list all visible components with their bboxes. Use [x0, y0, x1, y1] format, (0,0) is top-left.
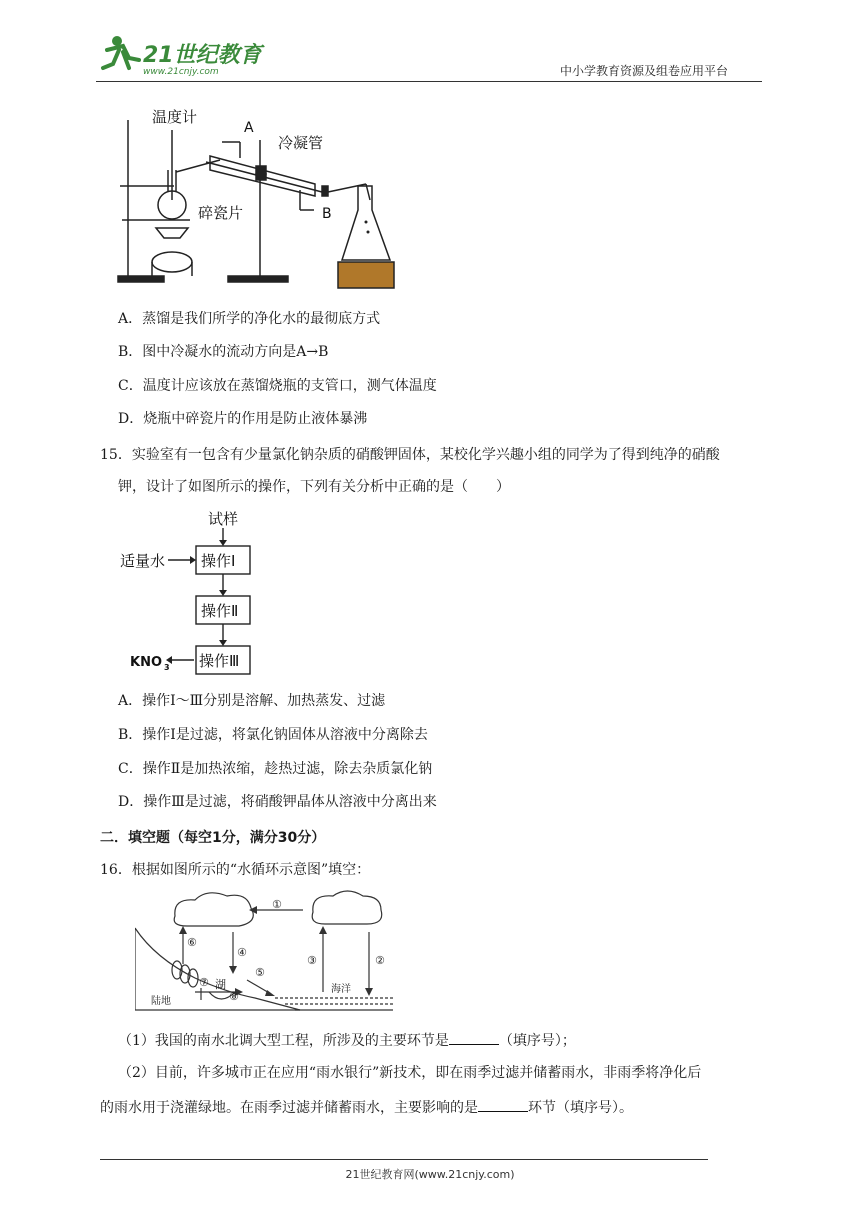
q15-option-b: B．操作Ⅰ是过滤，将氯化钠固体从溶液中分离除去 [118, 727, 428, 743]
q16-sub1 [118, 1030, 576, 1050]
q16-sub2-line2 [100, 1097, 633, 1117]
label-product-sub: 3 [164, 663, 170, 672]
q14-option-c: C．温度计应该放在蒸馏烧瓶的支管口，测气体温度 [118, 378, 437, 394]
q15-flow-diagram [120, 506, 290, 680]
q14-option-b: B．图中冷凝水的流动方向是A→B [118, 344, 329, 360]
q14-option-d: D．烧瓶中碎瓷片的作用是防止液体暴沸 [118, 411, 368, 427]
label-a: A [244, 120, 254, 136]
label-n7: ⑦ [199, 976, 209, 989]
site-logo [95, 32, 265, 77]
q16-sub2-line1: （2）目前，许多城市正在应用“雨水银行”新技术，即在雨季过滤并储蓄雨水，非雨季将净化后 [118, 1065, 702, 1081]
label-product: KNO [130, 655, 163, 670]
q14-option-a: A．蒸馏是我们所学的净化水的最彻底方式 [118, 311, 381, 327]
label-n2: ② [375, 954, 385, 967]
q15-option-a: A．操作Ⅰ～Ⅲ分别是溶解、加热蒸发、过滤 [118, 693, 386, 709]
label-sample: 试样 [208, 510, 239, 528]
q15-option-c: C．操作Ⅱ是加热浓缩，趁热过滤，除去杂质氯化钠 [118, 761, 433, 777]
label-n8: ⑧ [229, 990, 239, 1003]
label-water: 适量水 [120, 552, 166, 570]
footer-text: 21世纪教育网(www.21cnjy.com) [345, 1168, 515, 1181]
label-n1: ① [272, 898, 282, 911]
q15-option-d: D．操作Ⅲ是过滤，将硝酸钾晶体从溶液中分离出来 [118, 794, 437, 810]
label-n4: ④ [237, 946, 247, 959]
q16-stem: 16．根据如图所示的“水循环示意图”填空： [100, 862, 371, 878]
q16-sub1-text-end: （填序号）； [498, 1033, 576, 1049]
answer-blank-2[interactable] [478, 1097, 528, 1112]
label-op2: 操作Ⅱ [201, 602, 239, 620]
label-op3: 操作Ⅲ [199, 652, 240, 670]
label-condenser: 冷凝管 [278, 134, 324, 152]
header-divider [96, 81, 762, 82]
label-b: B [322, 206, 332, 222]
label-op1: 操作Ⅰ [201, 552, 236, 570]
logo-url: www.21cnjy.com [143, 67, 219, 77]
platform-name: 中小学教育资源及组卷应用平台 [560, 64, 729, 78]
label-lake: 湖 [215, 978, 226, 991]
distillation-apparatus-figure [110, 100, 410, 294]
q16-sub2-text-end: 环节（填序号）。 [528, 1100, 633, 1116]
label-n6: ⑥ [187, 936, 197, 949]
q15-stem-line1: 15．实验室有一包含有少量氯化钠杂质的硝酸钾固体，某校化学兴趣小组的同学为了得到纯净的硝酸 [100, 447, 720, 463]
q16-sub1-text: （1）我国的南水北调大型工程，所涉及的主要环节是 [118, 1033, 449, 1049]
label-thermometer: 温度计 [152, 108, 198, 126]
label-n5: ⑤ [255, 966, 265, 979]
label-porcelain: 碎瓷片 [198, 204, 244, 222]
answer-blank-1[interactable] [449, 1030, 499, 1045]
footer-divider [100, 1159, 708, 1160]
section-heading: 二．填空题（每空1分，满分30分） [100, 830, 326, 846]
logo-text: 21世纪教育 [143, 43, 262, 68]
label-n3: ③ [307, 954, 317, 967]
label-land: 陆地 [151, 996, 171, 1007]
q16-sub2-text: 的雨水用于浇灌绿地。在雨季过滤并储蓄雨水，主要影响的是 [100, 1100, 478, 1116]
q15-stem-line2: 钾，设计了如图所示的操作，下列有关分析中正确的是（ ） [118, 479, 510, 495]
label-ocean: 海洋 [331, 984, 351, 995]
water-cycle-diagram [135, 888, 395, 1022]
